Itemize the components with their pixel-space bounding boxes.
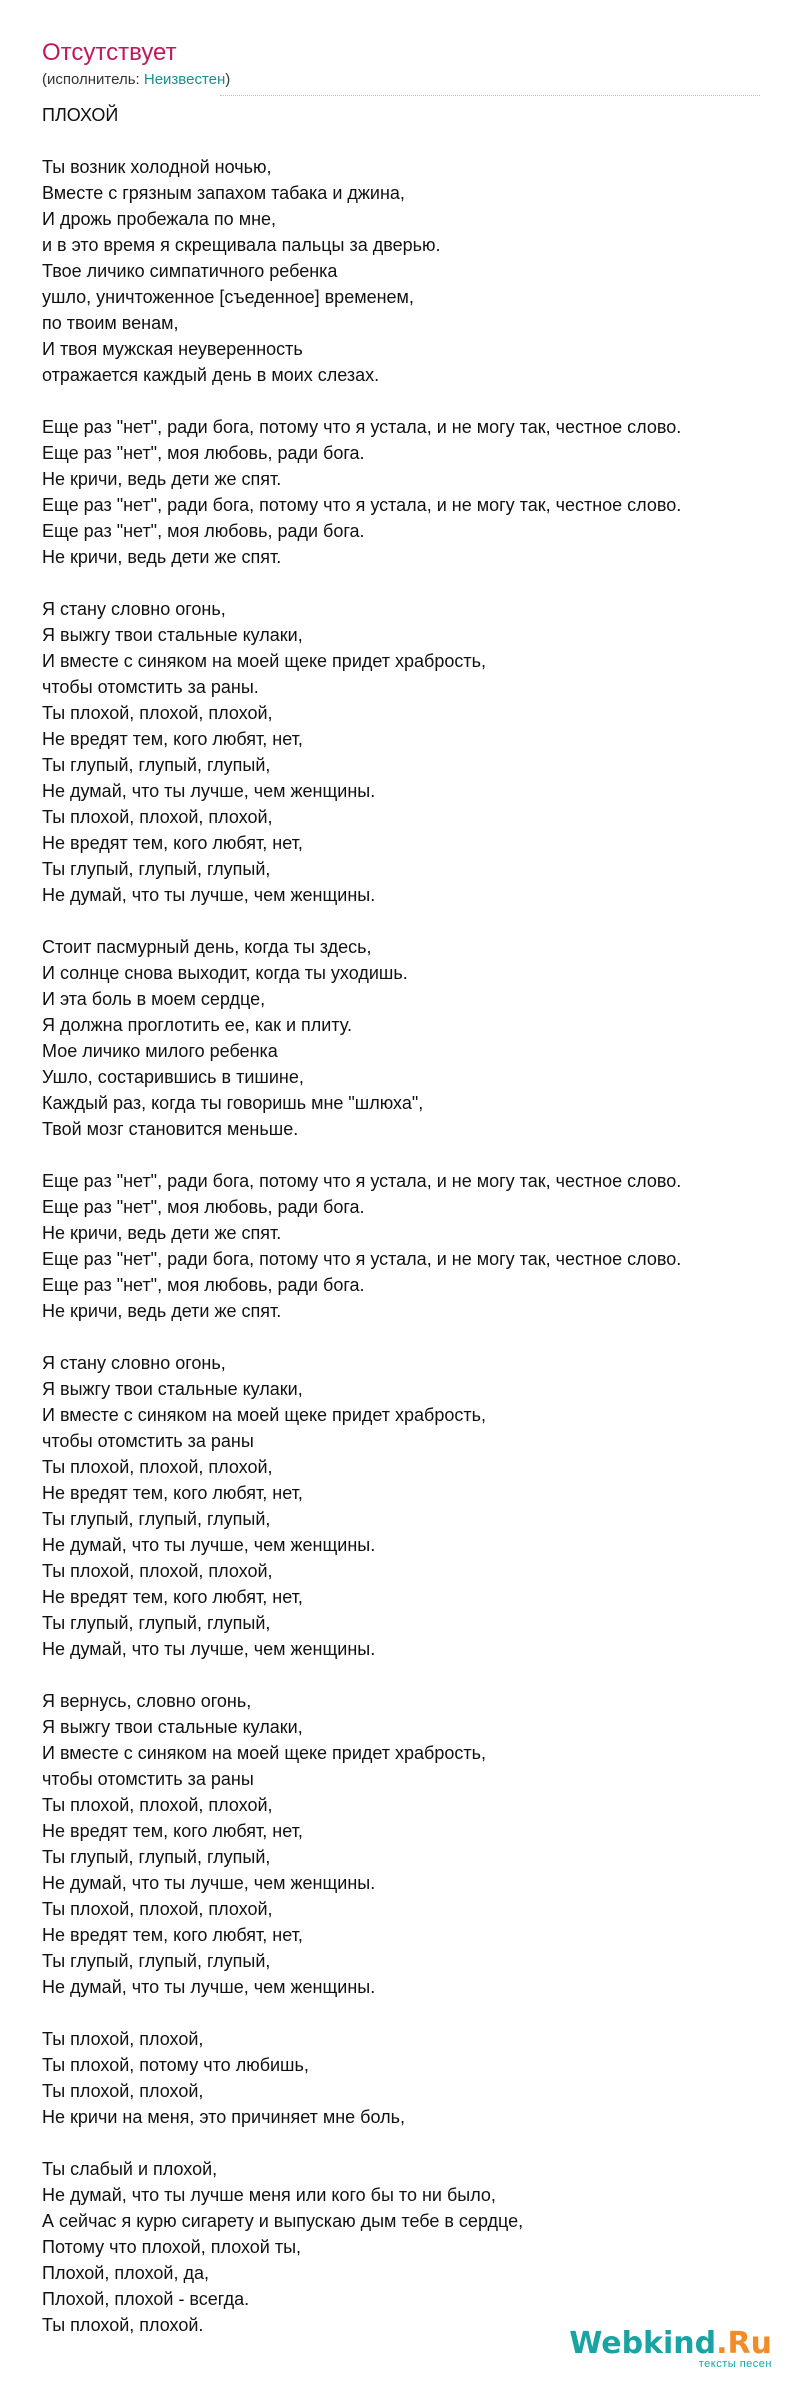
lyric-line: Еще раз "нет", ради бога, потому что я устала, и не могу так, честное слово. (42, 1249, 682, 1269)
lyric-line: Вместе с грязным запахом табака и джина, (42, 183, 405, 203)
lyric-line: Не кричи, ведь дети же спят. (42, 1301, 282, 1321)
lyric-line: Еще раз "нет", моя любовь, ради бога. (42, 1197, 365, 1217)
stanza-break (42, 570, 772, 596)
lyric-line: Ты плохой, потому что любишь, (42, 2055, 309, 2075)
lyric-line: Ты глупый, глупый, глупый, (42, 755, 271, 775)
lyric-line: Ты плохой, плохой, плохой, (42, 703, 273, 723)
stanza-break (42, 2000, 772, 2026)
header-divider (220, 95, 760, 96)
lyric-line: И эта боль в моем сердце, (42, 989, 266, 1009)
lyric-line: И вместе с синяком на моей щеке придет храбрость, (42, 651, 487, 671)
lyric-line: Не кричи на меня, это причиняет мне боль, (42, 2107, 405, 2127)
lyric-line: И дрожь пробежала по мне, (42, 209, 277, 229)
lyric-line: Ты плохой, плохой, плохой, (42, 1899, 273, 1919)
logo-wordmark (569, 2328, 772, 2360)
logo-tagline: тексты песен (698, 2358, 772, 2370)
artist-suffix: ) (225, 71, 231, 88)
lyric-line: Я выжгу твои стальные кулаки, (42, 1717, 303, 1737)
lyric-line: И вместе с синяком на моей щеке придет храбрость, (42, 1743, 487, 1763)
lyric-line: Я вернусь, словно огонь, (42, 1691, 252, 1711)
lyric-line: А сейчас я курю сигарету и выпускаю дым тебе в сердце, (42, 2211, 524, 2231)
song-header (42, 38, 762, 90)
lyric-line: Плохой, плохой, да, (42, 2263, 209, 2283)
artist-prefix: (исполнитель: (42, 71, 144, 88)
stanza-break (42, 908, 772, 934)
lyric-line: Не думай, что ты лучше, чем женщины. (42, 1639, 376, 1659)
lyric-line: И твоя мужская неуверенность (42, 339, 303, 359)
lyric-line: Ты слабый и плохой, (42, 2159, 218, 2179)
lyric-line: Не кричи, ведь дети же спят. (42, 1223, 282, 1243)
lyric-line: Не вредят тем, кого любят, нет, (42, 1925, 303, 1945)
lyric-line: Еще раз "нет", ради бога, потому что я устала, и не могу так, честное слово. (42, 417, 682, 437)
lyric-line: Еще раз "нет", ради бога, потому что я устала, и не могу так, честное слово. (42, 1171, 682, 1191)
lyric-line: Не вредят тем, кого любят, нет, (42, 1483, 303, 1503)
lyric-line: Еще раз "нет", ради бога, потому что я устала, и не могу так, честное слово. (42, 495, 682, 515)
lyric-line: Я выжгу твои стальные кулаки, (42, 625, 303, 645)
lyric-line: Не вредят тем, кого любят, нет, (42, 833, 303, 853)
lyric-line: Ты глупый, глупый, глупый, (42, 1509, 271, 1529)
lyric-line: и в это время я скрещивала пальцы за дверью. (42, 235, 441, 255)
lyric-line: Не кричи, ведь дети же спят. (42, 469, 282, 489)
lyric-line: Еще раз "нет", моя любовь, ради бога. (42, 1275, 365, 1295)
lyric-line: Еще раз "нет", моя любовь, ради бога. (42, 443, 365, 463)
lyric-line: Стоит пасмурный день, когда ты здесь, (42, 937, 372, 957)
lyric-line: Я должна проглотить ее, как и плиту. (42, 1015, 352, 1035)
lyric-line: Не кричи, ведь дети же спят. (42, 547, 282, 567)
lyric-line: Ты плохой, плохой, плохой, (42, 1795, 273, 1815)
lyric-line: Ты плохой, плохой, плохой, (42, 1561, 273, 1581)
lyric-line: Ты глупый, глупый, глупый, (42, 859, 271, 879)
logo-main-text: Webkind (569, 2326, 717, 2361)
lyric-line: И вместе с синяком на моей щеке придет храбрость, (42, 1405, 487, 1425)
stanza-break (42, 128, 772, 154)
lyric-line: по твоим венам, (42, 313, 179, 333)
lyric-line: чтобы отомстить за раны (42, 1431, 254, 1451)
stanza-break (42, 1142, 772, 1168)
lyric-line: Не думай, что ты лучше, чем женщины. (42, 885, 376, 905)
lyric-line: Ты плохой, плохой, плохой, (42, 1457, 273, 1477)
logo-suffix-text: .Ru (716, 2326, 772, 2361)
song-title: Отсутствует (42, 39, 177, 66)
lyric-line: Ты глупый, глупый, глупый, (42, 1613, 271, 1633)
lyric-line: Твое личико симпатичного ребенка (42, 261, 338, 281)
lyric-line: Плохой, плохой - всегда. (42, 2289, 250, 2309)
stanza-break (42, 1662, 772, 1688)
lyrics-heading: ПЛОХОЙ (42, 105, 119, 125)
lyric-line: Ты плохой, плохой, (42, 2029, 204, 2049)
lyric-line: Не думай, что ты лучше, чем женщины. (42, 1873, 376, 1893)
lyric-line: Ты плохой, плохой, (42, 2081, 204, 2101)
lyric-line: Не вредят тем, кого любят, нет, (42, 1587, 303, 1607)
site-logo[interactable] (569, 2328, 772, 2370)
lyric-line: Не думай, что ты лучше, чем женщины. (42, 1977, 376, 1997)
lyrics-body (42, 102, 772, 2338)
lyric-line: Еще раз "нет", моя любовь, ради бога. (42, 521, 365, 541)
lyric-line: Мое личико милого ребенка (42, 1041, 278, 1061)
lyric-line: Я стану словно огонь, (42, 599, 226, 619)
lyric-line: Ты глупый, глупый, глупый, (42, 1951, 271, 1971)
lyric-line: чтобы отомстить за раны. (42, 677, 259, 697)
lyric-line: чтобы отомстить за раны (42, 1769, 254, 1789)
stanza-break (42, 1324, 772, 1350)
lyric-line: И солнце снова выходит, когда ты уходишь. (42, 963, 408, 983)
lyric-line: Ты плохой, плохой. (42, 2315, 204, 2335)
lyric-line: отражается каждый день в моих слезах. (42, 365, 380, 385)
lyric-line: Каждый раз, когда ты говоришь мне "шлюха", (42, 1093, 424, 1113)
lyric-line: Ты возник холодной ночью, (42, 157, 272, 177)
stanza-break (42, 2130, 772, 2156)
lyric-line: Твой мозг становится меньше. (42, 1119, 299, 1139)
lyric-line: Ушло, состарившись в тишине, (42, 1067, 304, 1087)
lyric-line: Я выжгу твои стальные кулаки, (42, 1379, 303, 1399)
lyric-line: Я стану словно огонь, (42, 1353, 226, 1373)
lyric-line: Не вредят тем, кого любят, нет, (42, 1821, 303, 1841)
stanza-break (42, 388, 772, 414)
lyric-line: Не думай, что ты лучше, чем женщины. (42, 1535, 376, 1555)
lyric-line: Не думай, что ты лучше, чем женщины. (42, 781, 376, 801)
lyric-line: Потому что плохой, плохой ты, (42, 2237, 302, 2257)
lyric-line: Ты глупый, глупый, глупый, (42, 1847, 271, 1867)
lyric-line: Не вредят тем, кого любят, нет, (42, 729, 303, 749)
lyric-line: Ты плохой, плохой, плохой, (42, 807, 273, 827)
lyric-line: Не думай, что ты лучше меня или кого бы то ни было, (42, 2185, 496, 2205)
artist-line (42, 70, 762, 90)
artist-link[interactable]: Неизвестен (143, 71, 226, 88)
lyric-line: ушло, уничтоженное [съеденное] временем, (42, 287, 414, 307)
